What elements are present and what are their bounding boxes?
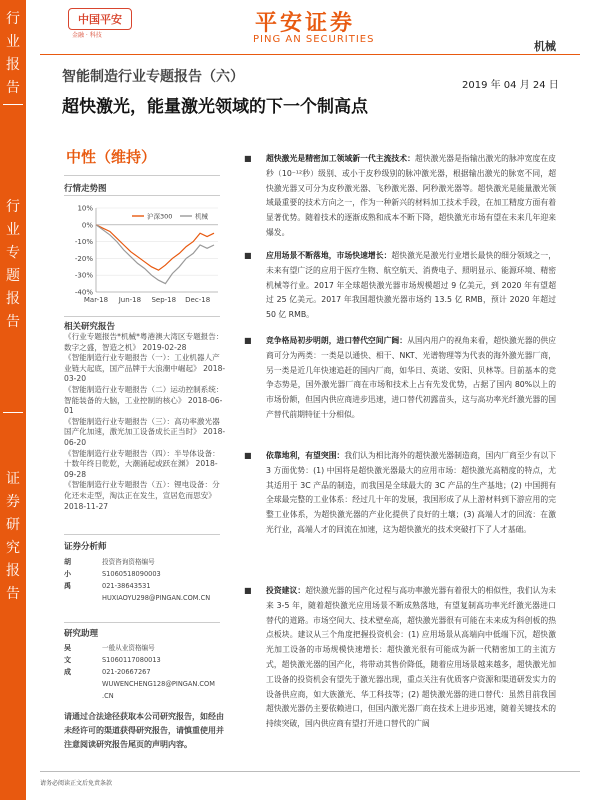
x-tick-label: Mar-18 [83, 296, 109, 304]
assistant-email[interactable]: WUWENCHENG128@PINGAN.COM [102, 680, 215, 688]
paragraph-lead: 投资建议： [266, 586, 306, 595]
related-heading: 相关研究报告 [64, 322, 116, 332]
rating: 中性（维持） [66, 148, 157, 166]
summary-paragraph [266, 449, 556, 538]
paragraph-lead: 超快激光是精密加工领域新一代主流技术： [266, 154, 415, 163]
paragraph-lead: 依靠地利，有望突围： [266, 451, 345, 460]
brand-name: 平安证券 [255, 11, 356, 36]
footer-disclaimer: 请务必阅读正文后免责条款 [40, 780, 113, 787]
y-tick-label: -40% [74, 288, 93, 297]
analyst-info-line: S1060518090003 [102, 570, 161, 578]
sidebar-label-industry-report: 行 业 报 告 [6, 11, 20, 96]
analyst-heading: 证券分析师 [64, 542, 107, 552]
bullet-icon: ■ [244, 451, 252, 460]
paragraph-body: 超快激光器的国产化过程与高功率激光器有着很大的相似性，我们认为未来 3-5 年，随着超快激光应用场景不断成熟落地，有望复制高功率光纤激光器进口替代的道路。市场空间大、技术壁垒高，超快激光器很有可能在未来成为科创板的热点板块。建议从三个角度把握投资机会：(1) 应用场景从高端向中低端下沉，超快激光加工设备的市场规模快速增长：超快激光很有可能成为新一代精密加工的主流方式，超快激光器的国产化，将带动其售价降低，随着应用场景越来越多，超快激光加工设备的投资机会有望先于激光器出现，重点关注有优质客户资源和渠道研发实力的设备供应商，如大族激光、华工科技等；(2) 超快激光器的进口替代：虽然目前我国超快激光器仍主要依赖进口，但国内激光器厂商在技术上进步迅速，随着关键技术的持续突破，国内供应商有望打开进口替代的广阔 [266, 586, 557, 729]
trend-chart [62, 198, 222, 310]
industry-label: 机械 [534, 40, 556, 53]
paragraph-lead: 应用场景不断落地，市场快速增长： [266, 251, 392, 260]
paragraph-body: 超快激光器是指输出激光的脉冲宽度在皮秒（10⁻¹²秒）级别、或小于皮秒级别的脉冲激光器，根据输出激光的脉宽不同，超快激光器又可分为皮秒激光器、飞秒激光器、阿秒激光器等。超快激光是能量激光领域最重要的技术方向之一，作为一种新兴的材料加工技术手段，在加工精度方面有着显著优势。随着技术的逐渐成熟和成本不断下降，超快激光市场有望在未来几年迎来爆发。 [266, 154, 557, 237]
series-line-0 [96, 225, 214, 270]
paragraph-body: 超快激光是激光行业增长最快的细分领域之一，未来有望广泛的应用于医疗生物、航空航天、消费电子、照明显示、能源环境、精密机械等行业。2017 年全球超快激光器市场规模超过 9 亿美元，到 2020 年有望超过 25 亿美元。2017 年我国超快激光器市场约 13.5 亿 RMB，预计 2020 年超过 50 亿 RMB。 [266, 251, 556, 320]
x-tick-label: Sep-18 [151, 296, 177, 304]
report-series: 智能制造行业专题报告（六） [62, 69, 244, 85]
paragraph-body: 我们认为相比海外的超快激光器制造商，国内厂商至少有以下 3 方面优势：(1) 中国将是超快激光器最大的应用市场：超快激光高精度的特点，尤其适用于 3C 产品的制造，而我国是全球最大的 3C 产品的生产基地；(2) 中国拥有全球最完整的工业体系：经过几十年的发展，我国形成了从上游材料到下游应用的完整工业体系，为超快激光器的产业化提供了良好的土壤；(3) 高端人才的回流：在激光行业，高端人才的回流在加速，这为超快激光的技术突破打下了人才基础。 [266, 451, 556, 534]
assistant-name: 吴文成 [64, 644, 71, 676]
pingan-logo: 中国平安 [68, 8, 132, 30]
analyst-info-line: 投资咨询资格编号 [102, 558, 155, 566]
footer-divider [40, 771, 580, 772]
sidebar-divider [3, 412, 23, 413]
report-date: 2019 年 04 月 24 日 [462, 80, 559, 91]
assistant-email-cont: .CN [102, 692, 114, 700]
bullet-icon: ■ [244, 251, 252, 260]
x-tick-label: Jun-18 [118, 296, 142, 304]
notice-text: 请通过合法途径获取本公司研究报告，如经由未经许可的渠道获得研究报告，请慎重使用并注意阅读研究报告尾页的声明内容。 [64, 712, 224, 749]
paragraph-body: 从国内用户的视角来看，超快激光器的供应商可分为两类：一类是以通快、相干、NKT、光谱物理等为代表的海外激光器厂商，另一类是近几年快速追赶的国内厂商，如华日、英诺、安阳、贝林等。目前基本的竞争态势是，国外激光器厂商在市场和技术上占有先发优势，占据了国内 80%以上的市场份额，但国内供应商进步迅速，进口替代初露苗头，这与高功率光纤激光器的国产替代前期特征十分相似。 [266, 336, 557, 419]
y-tick-label: 0% [81, 221, 93, 230]
y-tick-label: -20% [74, 254, 93, 263]
sidebar-divider [3, 104, 23, 105]
analyst-email[interactable]: HUXIAOYU298@PINGAN.COM.CN [102, 594, 211, 602]
assistant-info-line: 一般从业资格编号 [102, 644, 155, 652]
logo-tagline: 金融 · 科技 [72, 32, 102, 39]
sidebar-label-securities-research: 证 券 研 究 报 告 [6, 471, 20, 602]
assistant-info-line: 021-20667267 [102, 668, 151, 676]
summary-paragraph [266, 249, 556, 323]
analyst-info-line: 021-38643531 [102, 582, 151, 590]
assistant-heading: 研究助理 [64, 629, 99, 639]
brand-name-en: PING AN SECURITIES [253, 34, 375, 45]
legend-label: 机械 [195, 212, 208, 221]
series-line-1 [96, 225, 214, 284]
divider [64, 622, 220, 623]
paragraph-lead: 竞争格局初步明朗，进口替代空间广阔： [266, 336, 408, 345]
divider [64, 175, 220, 176]
x-tick-label: Dec-18 [185, 296, 211, 304]
divider [64, 316, 220, 317]
bullet-icon: ■ [244, 586, 252, 595]
related-reports-list: 《行业专题报告*机械*粤港澳大湾区专题报告：数字之盛，智造之机》 2019-02-28 《智能制造行业专题报告（一）：工业机器人产业链大起底，国产品牌于大浪潮中崛起》 2018-03-20 《智能制造行业专题报告（二）运动控制系统：智能装备的大脑，工业控制的核心》 2018-06-01 《智能制造行业专题报告（三）：高功率激光器国产化加速，激光加工设备成长正当时》 2018-06-20 《智能制造行业专题报告（四）：半导体设备：十数年终日乾乾，大潮涌起或跃在渊》 2018-09-28 《智能制造行业专题报告（五）：锂电设备：分化还未走型，淘汰正在发生，宣居危而思安》 2018-11-27 [64, 332, 226, 511]
analyst-name: 胡小禹 [64, 558, 71, 590]
summary-paragraph [266, 584, 556, 732]
bullet-icon: ■ [244, 154, 252, 163]
summary-paragraph [266, 152, 556, 241]
y-tick-label: 10% [77, 204, 93, 213]
y-tick-label: -30% [74, 271, 93, 280]
assistant-info-line: S1060117080013 [102, 656, 161, 664]
sidebar-label-special-report: 行 业 专 题 报 告 [6, 199, 20, 330]
trend-heading: 行情走势图 [64, 184, 107, 194]
sidebar-band [0, 0, 26, 800]
legend-label: 沪深300 [147, 212, 173, 221]
report-title: 超快激光，能量激光领域的下一个制高点 [62, 97, 368, 117]
divider [64, 195, 220, 196]
y-tick-label: -10% [74, 238, 93, 247]
bullet-icon: ■ [244, 336, 252, 345]
header-divider [40, 54, 580, 55]
divider [64, 534, 220, 535]
summary-paragraph [266, 334, 556, 423]
